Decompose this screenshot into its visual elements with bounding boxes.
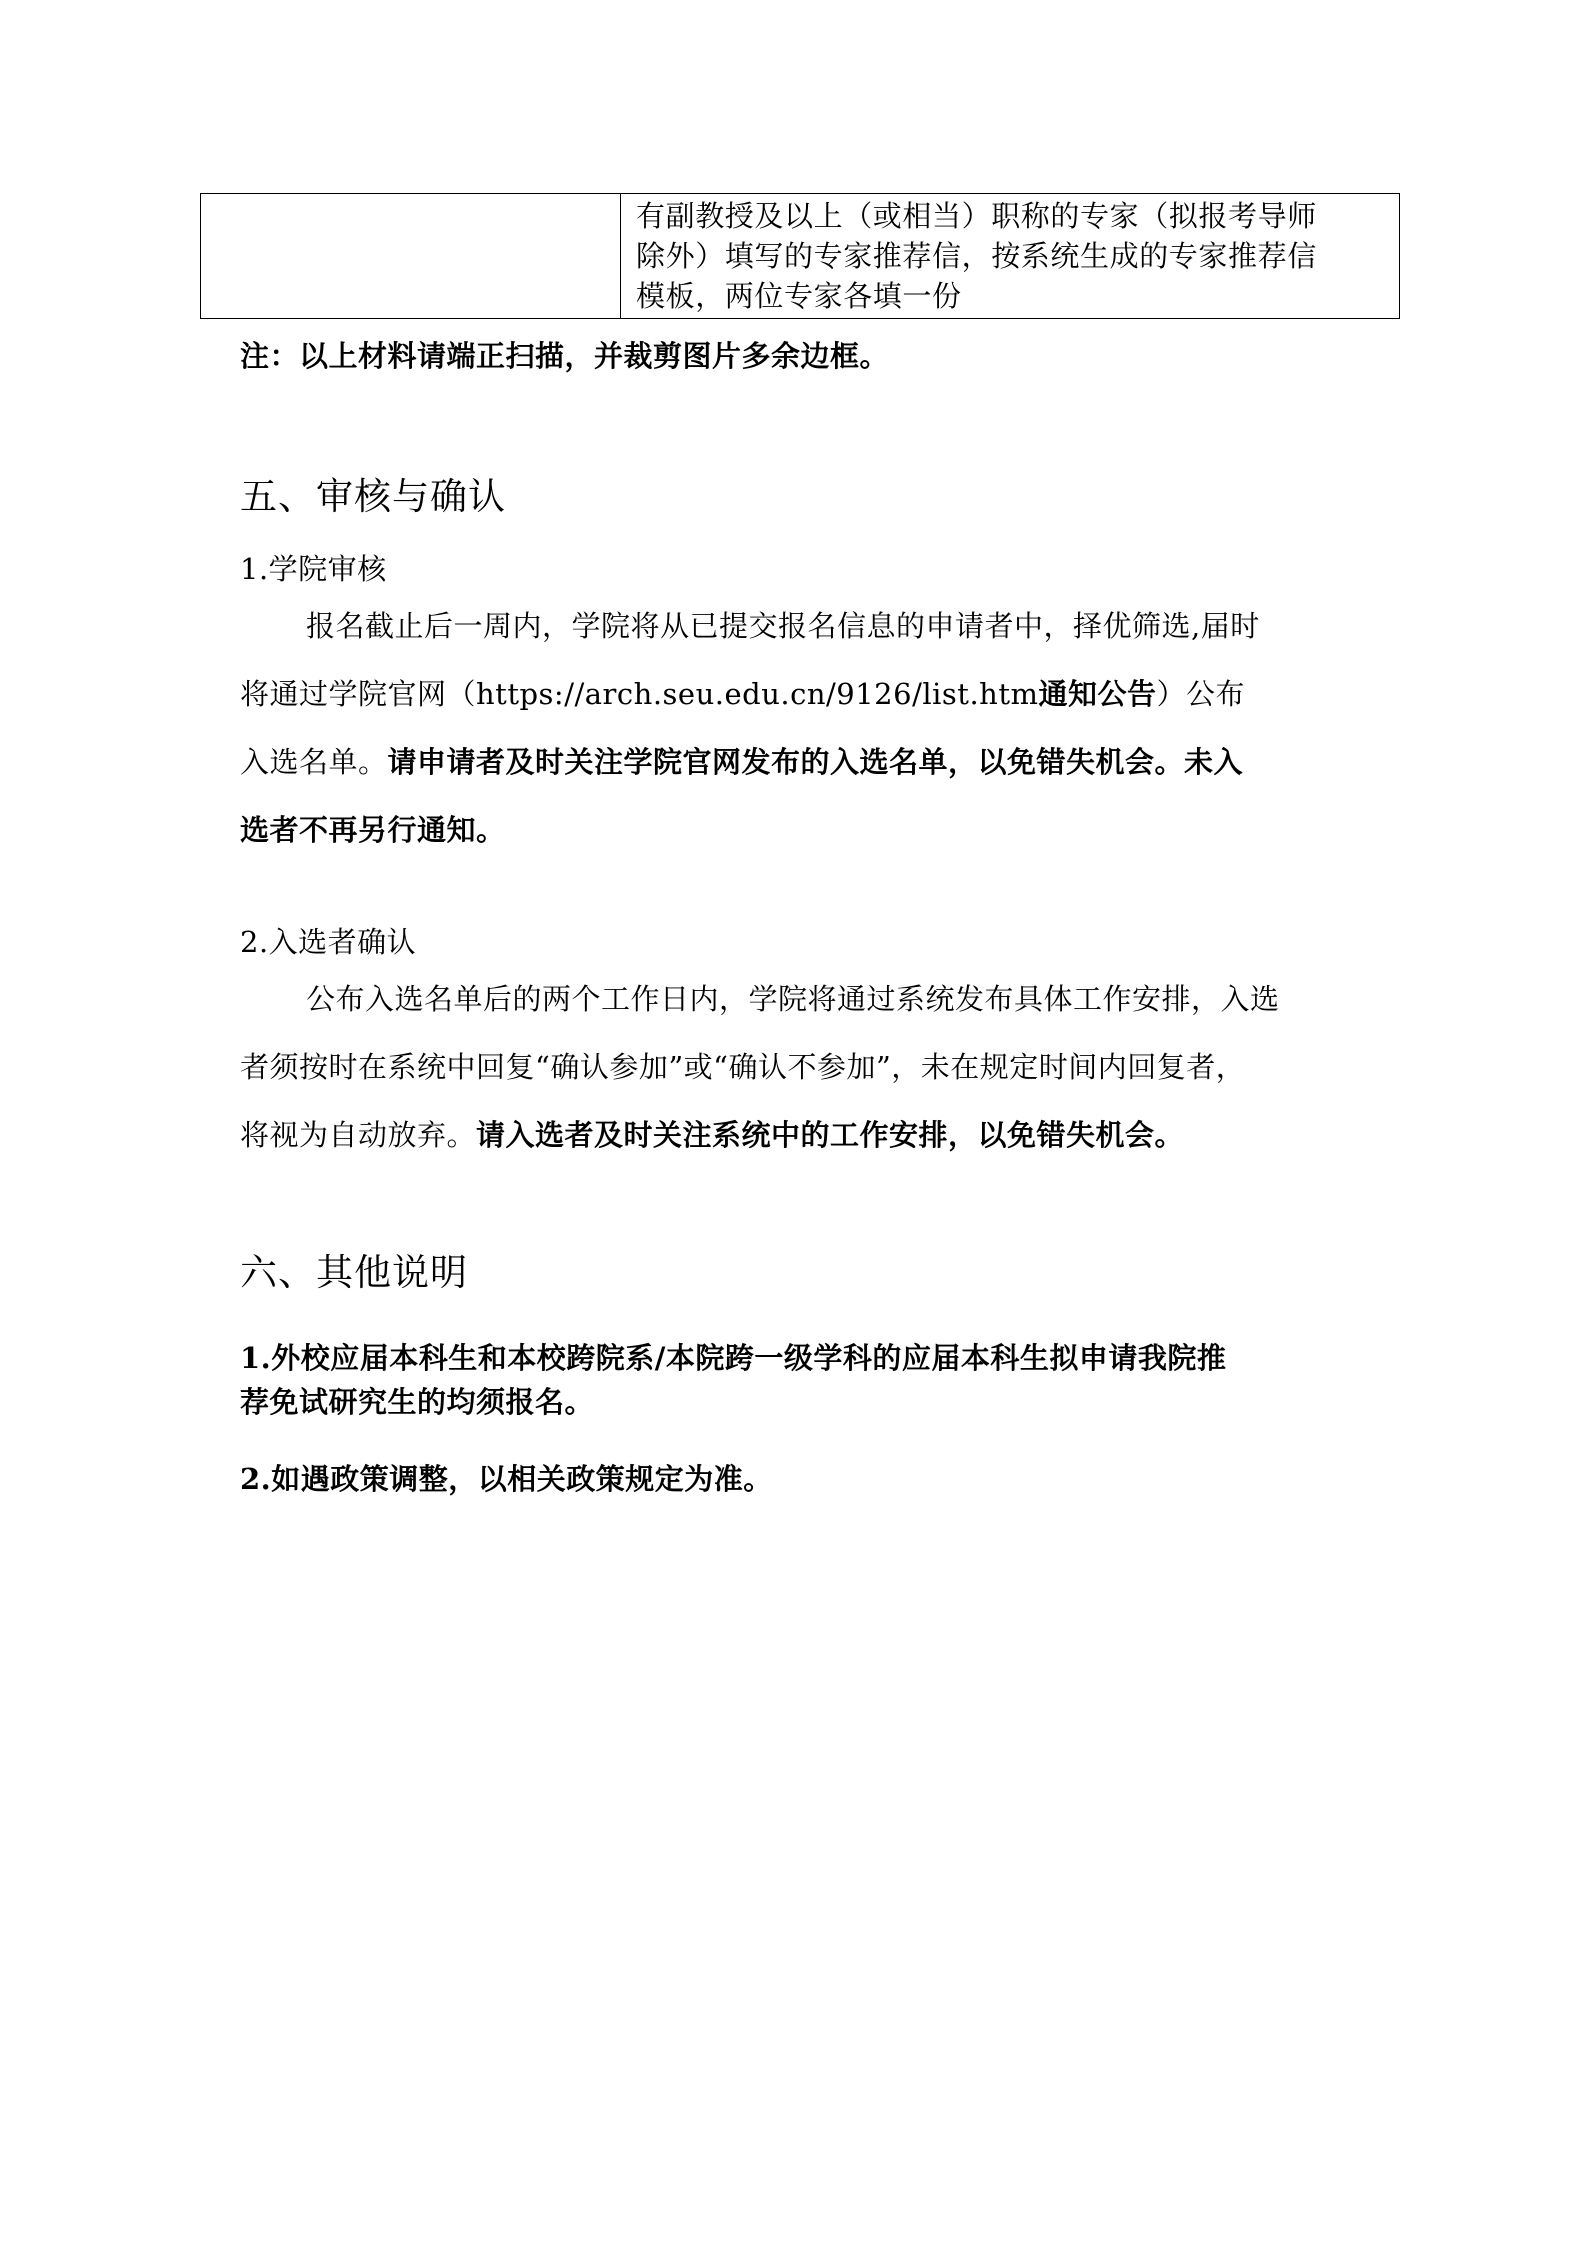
other-item-1 (240, 1336, 1226, 1424)
para-text: ）公布 (1156, 677, 1246, 711)
para-text: 将通过学院官网（https://arch.seu.edu.cn/9126/list.htm (240, 677, 1039, 711)
para-line: 报名截止后一周内，学院将从已提交报名信息的申请者中，择优筛选,届时 (306, 609, 1260, 643)
table-cell-line: 模板，两位专家各填一份 (636, 279, 962, 313)
para-text: 将视为自动放弃。 (240, 1118, 477, 1152)
para-line: 选者不再另行通知。 (240, 813, 506, 847)
scan-note: 注：以上材料请端正扫描，并裁剪图片多余边框。 (240, 339, 890, 373)
subsection-5-2-heading: 2.入选者确认 (240, 925, 417, 959)
table-cell-line: 除外）填写的专家推荐信，按系统生成的专家推荐信 (636, 239, 1317, 273)
para-line (240, 1101, 1360, 1169)
para-bold-text: 请申请者及时关注学院官网发布的入选名单，以免错失机会。未入 (387, 745, 1244, 779)
para-bold-text: 请入选者及时关注系统中的工作安排，以免错失机会。 (476, 1118, 1185, 1152)
section-6-heading: 六、其他说明 (240, 1251, 468, 1294)
subsection-5-1-heading: 1.学院审核 (240, 552, 387, 586)
subsection-5-1-body (240, 592, 1360, 864)
other-item-line: 1.外校应届本科生和本校跨院系/本院跨一级学科的应届本科生拟申请我院推 (240, 1341, 1227, 1375)
other-item-2: 2.如遇政策调整，以相关政策规定为准。 (240, 1462, 773, 1496)
para-line: 公布入选名单后的两个工作日内，学院将通过系统发布具体工作安排，入选 (306, 982, 1280, 1016)
table-cell-line: 有副教授及以上（或相当）职称的专家（拟报考导师 (636, 199, 1317, 233)
para-line: 者须按时在系统中回复“确认参加”或“确认不参加”，未在规定时间内回复者， (240, 1050, 1246, 1084)
section-5-heading: 五、审核与确认 (240, 475, 506, 518)
para-line (240, 660, 1360, 728)
table-cell-right (621, 194, 1399, 318)
subsection-5-2-body (240, 965, 1360, 1169)
table-cell-left (201, 194, 621, 318)
para-text: 入选名单。 (240, 745, 388, 779)
notice-link-label: 通知公告 (1038, 677, 1157, 711)
para-line (240, 728, 1360, 796)
materials-table-fragment (200, 193, 1400, 319)
other-item-line: 荐免试研究生的均须报名。 (240, 1385, 595, 1419)
